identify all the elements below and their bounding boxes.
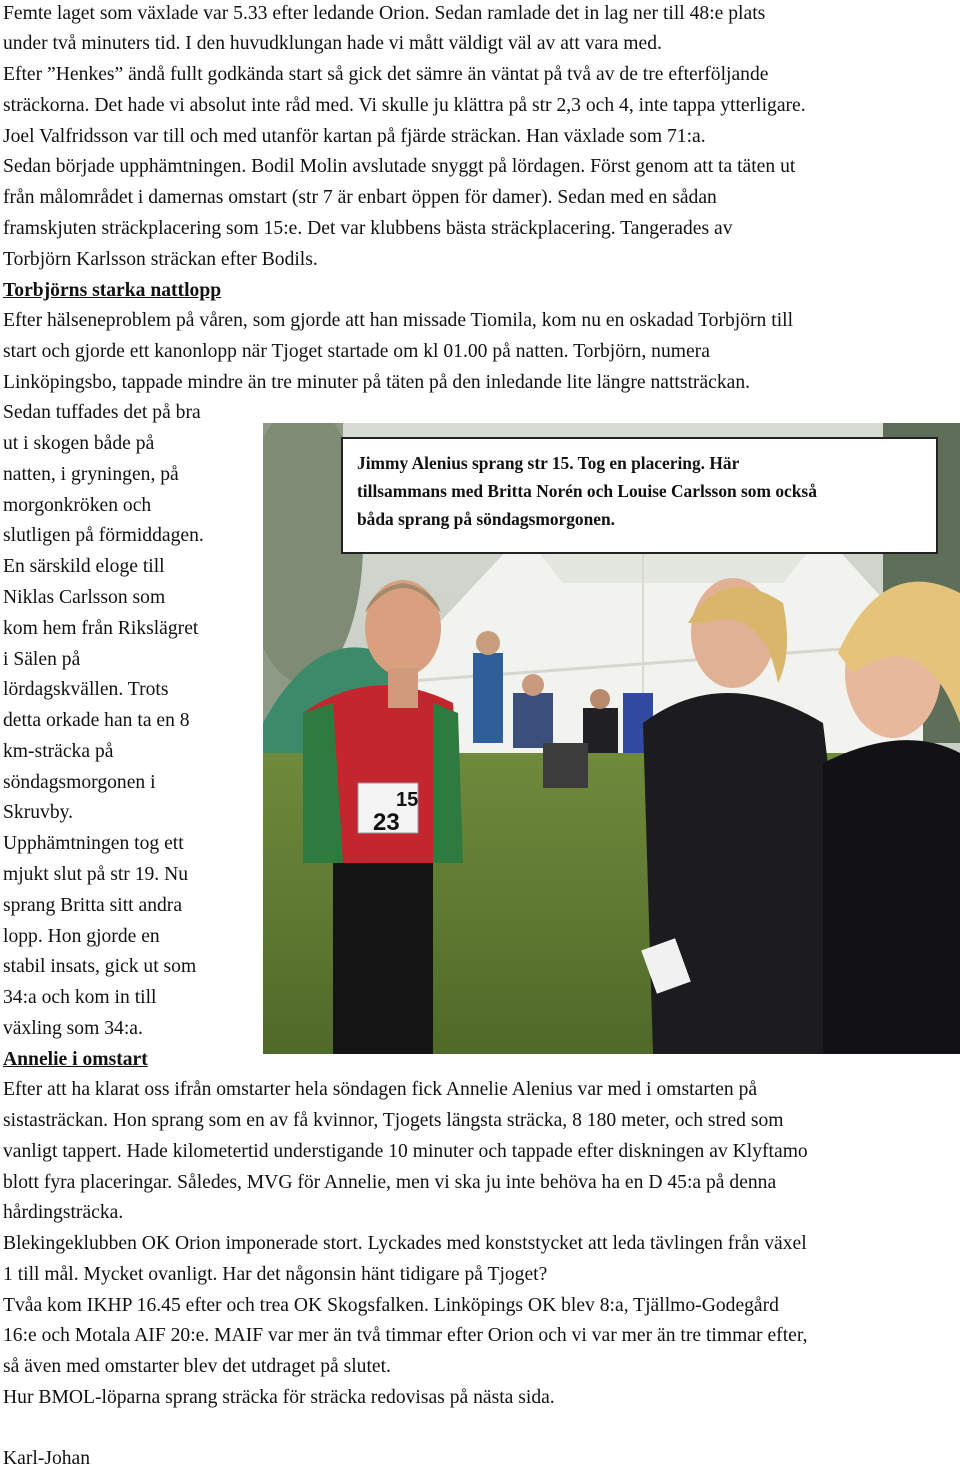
text-line: Sedan började upphämtningen. Bodil Molin avslutade snyggt på lördagen. Först genom att ta täten ut bbox=[3, 156, 796, 177]
text-line: lördagskvällen. Trots bbox=[3, 679, 169, 700]
text-line: sprang Britta sitt andra bbox=[3, 895, 183, 916]
text-line: hårdingsträcka. bbox=[3, 1202, 124, 1223]
text-line: En särskild eloge till bbox=[3, 556, 165, 577]
text-line: mjukt slut på str 19. Nu bbox=[3, 864, 189, 885]
text-line: ut i skogen både på bbox=[3, 433, 155, 454]
signature: Karl-Johan bbox=[3, 1448, 91, 1469]
text-line: i Sälen på bbox=[3, 649, 81, 670]
text-line: sträckorna. Det hade vi absolut inte råd med. Vi skulle ju klättra på str 2,3 och 4, inte tappa ytterligare. bbox=[3, 95, 806, 116]
text-line: framskjuten sträckplacering som 15:e. Det var klubbens bästa sträckplacering. Tangerades av bbox=[3, 218, 733, 239]
text-line: Torbjörn Karlsson sträckan efter Bodils. bbox=[3, 249, 318, 270]
text-line: Efter hälseneproblem på våren, som gjorde att han missade Tiomila, kom nu en oskadad Torbjörn till bbox=[3, 310, 794, 331]
text-line: Efter att ha klarat oss ifrån omstarter hela söndagen fick Annelie Alenius var med i omstarten på bbox=[3, 1079, 758, 1100]
text-line: km-sträcka på bbox=[3, 741, 114, 762]
text-line: start och gjorde ett kanonlopp när Tjoget startade om kl 01.00 på natten. Torbjörn, numera bbox=[3, 341, 710, 362]
text-line: 1 till mål. Mycket ovanligt. Har det någonsin hänt tidigare på Tjoget? bbox=[3, 1264, 548, 1285]
text-line: vanligt tappert. Hade kilometertid understigande 10 minuter och tappade efter diskningen av Klyftamo bbox=[3, 1141, 808, 1162]
text-line: från målområdet i damernas omstart (str 7 är enbart öppen för damer). Sedan med en sådan bbox=[3, 187, 717, 208]
text-line: lopp. Hon gjorde en bbox=[3, 926, 160, 947]
text-line: Tvåa kom IKHP 16.45 efter och trea OK Skogsfalken. Linköpings OK blev 8:a, Tjällmo-Godegård bbox=[3, 1295, 779, 1316]
photo-caption bbox=[341, 437, 938, 554]
text-line: söndagsmorgonen i bbox=[3, 772, 156, 793]
text-line: 16:e och Motala AIF 20:e. MAIF var mer än två timmar efter Orion och vi var mer än tre timmar efter, bbox=[3, 1325, 808, 1346]
text-line: detta orkade han ta en 8 bbox=[3, 710, 190, 731]
text-line: natten, i gryningen, på bbox=[3, 464, 179, 485]
text-line: Hur BMOL-löparna sprang sträcka för sträcka redovisas på nästa sida. bbox=[3, 1387, 555, 1408]
section-heading: Torbjörns starka nattlopp bbox=[3, 280, 222, 301]
text-line: Blekingeklubben OK Orion imponerade stort. Lyckades med konststycket att leda tävlingen från växel bbox=[3, 1233, 807, 1254]
text-line: stabil insats, gick ut som bbox=[3, 956, 197, 977]
text-line: växling som 34:a. bbox=[3, 1018, 143, 1039]
text-line: sistasträckan. Hon sprang som en av få kvinnor, Tjogets längsta sträcka, 8 180 meter, och stred som bbox=[3, 1110, 784, 1131]
bib-number-partial: 23 bbox=[373, 809, 400, 836]
text-line: morgonkröken och bbox=[3, 495, 152, 516]
text-line: Upphämtningen tog ett bbox=[3, 833, 184, 854]
photo-runners bbox=[263, 423, 960, 1054]
caption-line: Jimmy Alenius sprang str 15. Tog en placering. Här bbox=[357, 453, 740, 473]
text-line: Femte laget som växlade var 5.33 efter ledande Orion. Sedan ramlade det in lag ner till 48:e plats bbox=[3, 3, 766, 24]
text-line: Joel Valfridsson var till och med utanför kartan på fjärde sträckan. Han växlade som 71:a. bbox=[3, 126, 706, 147]
text-line: Linköpingsbo, tappade mindre än tre minuter på täten på den inledande lite längre nattsträckan. bbox=[3, 372, 751, 393]
text-line: Skruvby. bbox=[3, 802, 74, 823]
caption-line: tillsammans med Britta Norén och Louise Carlsson som också bbox=[357, 481, 817, 501]
caption-line: båda sprang på söndagsmorgonen. bbox=[357, 509, 616, 529]
text-line: blott fyra placeringar. Således, MVG för Annelie, men vi ska ju inte behöva ha en D 45:a på denna bbox=[3, 1172, 777, 1193]
text-line: under två minuters tid. I den huvudklungan hade vi mått väldigt väl av att vara med. bbox=[3, 33, 662, 54]
text-line: Sedan tuffades det på bra bbox=[3, 402, 201, 423]
text-line: slutligen på förmiddagen. bbox=[3, 525, 204, 546]
text-line: så även med omstarter blev det utdraget på slutet. bbox=[3, 1356, 391, 1377]
bib-number: 15 bbox=[396, 789, 419, 811]
runner-louise bbox=[823, 582, 960, 1054]
section-heading: Annelie i omstart bbox=[3, 1049, 148, 1070]
text-line: Efter ”Henkes” ändå fullt godkända start så gick det sämre än väntat på två av de tre efterföljande bbox=[3, 64, 769, 85]
text-line: Niklas Carlsson som bbox=[3, 587, 166, 608]
text-line: 34:a och kom in till bbox=[3, 987, 157, 1008]
text-line: kom hem från Rikslägret bbox=[3, 618, 199, 639]
